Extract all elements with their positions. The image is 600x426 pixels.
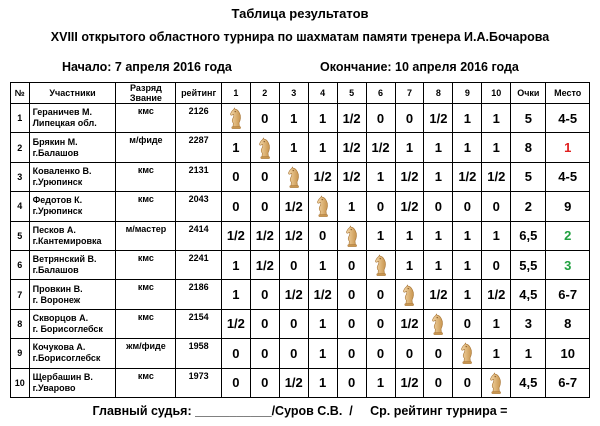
player-city: г.Кантемировка [32, 235, 102, 246]
game-result: 1 [279, 104, 308, 133]
table-row [11, 162, 590, 191]
game-result: 0 [453, 368, 482, 397]
game-result: 1/2 [395, 368, 424, 397]
header-num: № [11, 83, 30, 104]
game-result: 0 [482, 192, 511, 221]
player-city: г.Борисоглебск [32, 353, 101, 364]
self-cell [453, 339, 482, 368]
game-result: 0 [221, 162, 250, 191]
player-number: 3 [11, 162, 30, 191]
player-place: 1 [546, 133, 590, 162]
game-result: 1/2 [366, 133, 395, 162]
game-result: 1 [395, 250, 424, 279]
player-points: 5 [511, 104, 546, 133]
player-city: г. Воронеж [32, 294, 81, 305]
game-result: 0 [250, 368, 279, 397]
game-result: 0 [221, 192, 250, 221]
game-result: 0 [424, 368, 453, 397]
game-result: 0 [337, 309, 366, 338]
knight-icon [460, 342, 474, 364]
game-result: 0 [366, 280, 395, 309]
game-result: 1/2 [250, 250, 279, 279]
game-result: 0 [250, 309, 279, 338]
knight-icon [402, 284, 416, 306]
player-rank: кмс [116, 162, 176, 191]
player-number: 1 [11, 104, 30, 133]
knight-icon [229, 107, 243, 129]
tournament-subtitle: XVIII открытого областного турнира по шахматам памяти тренера И.А.Бочарова [50, 30, 550, 44]
player-city: Липецкая обл. [32, 118, 97, 129]
player-points: 8 [511, 133, 546, 162]
table-row [11, 368, 590, 397]
player-points: 3 [511, 309, 546, 338]
self-cell [221, 104, 250, 133]
game-result: 1 [279, 133, 308, 162]
player-name [29, 192, 116, 221]
player-points: 2 [511, 192, 546, 221]
header-round: 2 [250, 83, 279, 104]
knight-icon [374, 254, 388, 276]
start-date: Начало: 7 апреля 2016 года [62, 60, 232, 74]
table-row [11, 250, 590, 279]
player-surname: Щербашин В. [32, 371, 93, 382]
game-result: 0 [395, 339, 424, 368]
self-cell [395, 280, 424, 309]
player-rating: 1973 [176, 368, 221, 397]
table-row [11, 309, 590, 338]
game-result: 1/2 [453, 162, 482, 191]
game-result: 1/2 [482, 280, 511, 309]
game-result: 1/2 [279, 192, 308, 221]
player-name [29, 368, 116, 397]
player-surname: Кочукова А. [32, 342, 86, 353]
header-round: 3 [279, 83, 308, 104]
player-points: 1 [511, 339, 546, 368]
self-cell [482, 368, 511, 397]
player-place: 3 [546, 250, 590, 279]
player-name [29, 133, 116, 162]
game-result: 1 [482, 104, 511, 133]
page-title: Таблица результатов [231, 6, 369, 21]
self-cell [337, 221, 366, 250]
game-result: 1 [395, 221, 424, 250]
header-participants: Участники [29, 83, 116, 104]
player-surname: Скворцов А. [32, 312, 89, 323]
game-result: 0 [366, 309, 395, 338]
game-result: 1/2 [337, 104, 366, 133]
game-result: 1 [308, 368, 337, 397]
game-result: 1/2 [395, 162, 424, 191]
game-result: 0 [279, 339, 308, 368]
player-place: 4-5 [546, 104, 590, 133]
game-result: 0 [395, 104, 424, 133]
player-place: 6-7 [546, 368, 590, 397]
player-name [29, 339, 116, 368]
game-result: 1/2 [337, 162, 366, 191]
game-result: 0 [279, 309, 308, 338]
player-place: 2 [546, 221, 590, 250]
game-result: 0 [337, 250, 366, 279]
game-result: 1 [453, 250, 482, 279]
game-result: 1/2 [337, 133, 366, 162]
header-rank-line1: Разряд [130, 83, 162, 93]
game-result: 0 [250, 192, 279, 221]
game-result: 1/2 [308, 162, 337, 191]
self-cell [366, 250, 395, 279]
game-result: 0 [337, 339, 366, 368]
player-rank: кмс [116, 368, 176, 397]
game-result: 0 [279, 250, 308, 279]
player-name [29, 280, 116, 309]
game-result: 1 [453, 280, 482, 309]
game-result: 0 [221, 368, 250, 397]
game-result: 1 [337, 192, 366, 221]
knight-icon [489, 372, 503, 394]
knight-icon [258, 137, 272, 159]
player-city: г.Балашов [32, 147, 79, 158]
game-result: 1 [482, 133, 511, 162]
self-cell [250, 133, 279, 162]
player-points: 6,5 [511, 221, 546, 250]
game-result: 1/2 [279, 221, 308, 250]
header-round: 5 [337, 83, 366, 104]
game-result: 0 [250, 162, 279, 191]
table-row [11, 192, 590, 221]
table-row [11, 104, 590, 133]
player-name [29, 309, 116, 338]
player-city: г.Уварово [32, 382, 76, 393]
player-name [29, 162, 116, 191]
player-city: г.Урюпинск [32, 206, 83, 217]
player-city: г. Борисоглебск [32, 323, 103, 334]
player-place: 6-7 [546, 280, 590, 309]
player-number: 7 [11, 280, 30, 309]
player-name [29, 104, 116, 133]
game-result: 0 [366, 104, 395, 133]
player-name [29, 250, 116, 279]
player-rating: 2186 [176, 280, 221, 309]
table-row [11, 280, 590, 309]
game-result: 1 [308, 339, 337, 368]
player-rank: кмс [116, 280, 176, 309]
game-result: 1 [221, 280, 250, 309]
player-surname: Брякин М. [32, 136, 78, 147]
player-city: г.Урюпинск [32, 176, 83, 187]
player-points: 5,5 [511, 250, 546, 279]
game-result: 0 [250, 280, 279, 309]
player-number: 8 [11, 309, 30, 338]
game-result: 0 [337, 280, 366, 309]
game-result: 1/2 [250, 221, 279, 250]
player-city: г.Балашов [32, 265, 79, 276]
player-name [29, 221, 116, 250]
header-rating: рейтинг [176, 83, 221, 104]
game-result: 0 [250, 104, 279, 133]
player-surname: Федотов К. [32, 195, 83, 206]
player-place: 8 [546, 309, 590, 338]
results-table [10, 82, 590, 398]
player-rank: кмс [116, 309, 176, 338]
game-result: 0 [482, 250, 511, 279]
player-rating: 1958 [176, 339, 221, 368]
table-row [11, 339, 590, 368]
player-number: 2 [11, 133, 30, 162]
header-round: 1 [221, 83, 250, 104]
player-rating: 2131 [176, 162, 221, 191]
self-cell [424, 309, 453, 338]
player-points: 4,5 [511, 368, 546, 397]
player-number: 10 [11, 368, 30, 397]
game-result: 1/2 [308, 280, 337, 309]
player-surname: Песков А. [32, 224, 76, 235]
game-result: 1 [482, 221, 511, 250]
game-result: 1/2 [279, 280, 308, 309]
game-result: 1 [482, 339, 511, 368]
game-result: 1 [308, 250, 337, 279]
game-result: 1 [395, 133, 424, 162]
player-rank: кмс [116, 104, 176, 133]
player-rating: 2241 [176, 250, 221, 279]
knight-icon [287, 166, 301, 188]
header-round: 6 [366, 83, 395, 104]
game-result: 1/2 [482, 162, 511, 191]
player-surname: Ветрянский В. [32, 254, 97, 265]
game-result: 1/2 [395, 192, 424, 221]
player-rating: 2043 [176, 192, 221, 221]
player-points: 4,5 [511, 280, 546, 309]
game-result: 1 [453, 133, 482, 162]
header-rank-line2: Звание [129, 93, 162, 103]
game-result: 0 [424, 339, 453, 368]
player-rank: жм/фиде [116, 339, 176, 368]
player-place: 10 [546, 339, 590, 368]
game-result: 1 [424, 221, 453, 250]
game-result: 1 [482, 309, 511, 338]
header-round: 10 [482, 83, 511, 104]
game-result: 1 [308, 309, 337, 338]
player-rank: м/мастер [116, 221, 176, 250]
game-result: 0 [250, 339, 279, 368]
header-place: Место [546, 83, 590, 104]
player-place: 9 [546, 192, 590, 221]
knight-icon [431, 313, 445, 335]
player-rank: м/фиде [116, 133, 176, 162]
table-row [11, 221, 590, 250]
game-result: 1 [453, 104, 482, 133]
self-cell [279, 162, 308, 191]
player-rating: 2154 [176, 309, 221, 338]
table-row [11, 133, 590, 162]
game-result: 0 [424, 192, 453, 221]
player-rank: кмс [116, 192, 176, 221]
header-points: Очки [511, 83, 546, 104]
player-points: 5 [511, 162, 546, 191]
header-round: 4 [308, 83, 337, 104]
game-result: 1/2 [221, 221, 250, 250]
header-round: 9 [453, 83, 482, 104]
header-rank [116, 83, 176, 104]
self-cell [308, 192, 337, 221]
header-round: 7 [395, 83, 424, 104]
player-rating: 2287 [176, 133, 221, 162]
footer-judge-line: Главный судья: ___________/Суров С.В. / Ср. рейтинг турнира = [92, 404, 508, 418]
player-surname: Гераничев М. [32, 107, 92, 118]
knight-icon [316, 195, 330, 217]
player-rating: 2126 [176, 104, 221, 133]
game-result: 0 [308, 221, 337, 250]
game-result: 1 [424, 133, 453, 162]
player-number: 6 [11, 250, 30, 279]
game-result: 1/2 [395, 309, 424, 338]
game-result: 1 [366, 221, 395, 250]
player-surname: Провкин В. [32, 283, 83, 294]
player-number: 5 [11, 221, 30, 250]
game-result: 1/2 [424, 280, 453, 309]
game-result: 0 [453, 309, 482, 338]
game-result: 0 [366, 339, 395, 368]
game-result: 1 [221, 250, 250, 279]
game-result: 1 [366, 368, 395, 397]
game-result: 1 [308, 133, 337, 162]
game-result: 0 [453, 192, 482, 221]
player-number: 4 [11, 192, 30, 221]
player-number: 9 [11, 339, 30, 368]
game-result: 1 [424, 250, 453, 279]
player-place: 4-5 [546, 162, 590, 191]
game-result: 1/2 [279, 368, 308, 397]
game-result: 1 [221, 133, 250, 162]
player-rating: 2414 [176, 221, 221, 250]
game-result: 1/2 [221, 309, 250, 338]
game-result: 1 [366, 162, 395, 191]
game-result: 0 [366, 192, 395, 221]
game-result: 1 [308, 104, 337, 133]
knight-icon [345, 225, 359, 247]
header-round: 8 [424, 83, 453, 104]
end-date: Окончание: 10 апреля 2016 года [320, 60, 519, 74]
game-result: 1/2 [424, 104, 453, 133]
game-result: 1 [453, 221, 482, 250]
player-rank: кмс [116, 250, 176, 279]
game-result: 0 [221, 339, 250, 368]
game-result: 0 [337, 368, 366, 397]
header-row [11, 83, 590, 104]
player-surname: Коваленко В. [32, 165, 92, 176]
game-result: 1 [424, 162, 453, 191]
